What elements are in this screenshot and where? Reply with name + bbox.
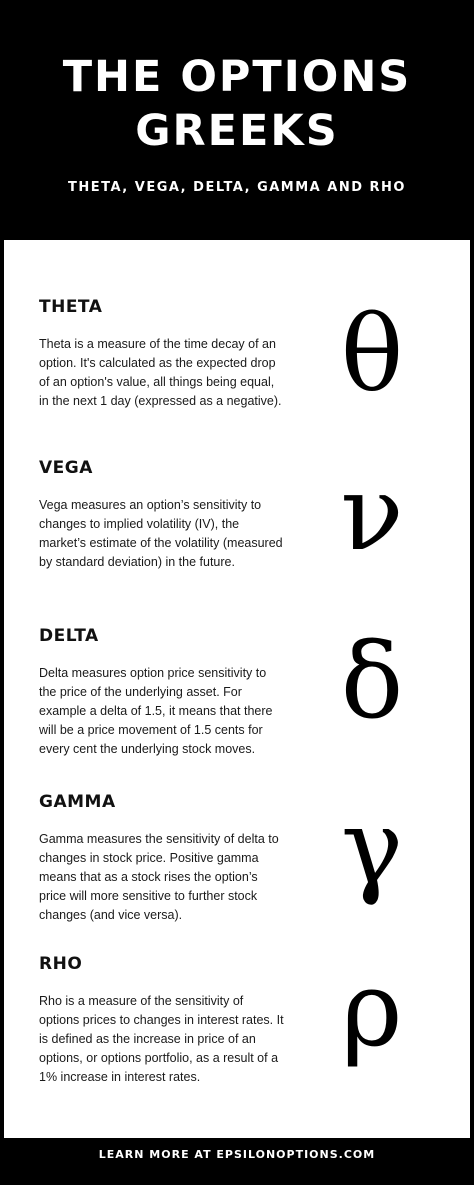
content-panel [4, 240, 470, 1138]
section-title-rho: RHO [39, 954, 83, 974]
section-title-delta: DELTA [39, 626, 99, 646]
page-subtitle: THETA, VEGA, DELTA, GAMMA AND RHO [68, 180, 406, 195]
section-delta [4, 620, 470, 791]
section-rho [4, 948, 470, 1119]
section-body-vega: Vega measures an option’s sensitivity to changes to implied volatility (IV), the market’s estimate of the volatility (measured by standard deviation) in the future. [39, 498, 283, 569]
vega-symbol-icon: ν [340, 452, 404, 574]
delta-symbol-icon: δ [340, 620, 404, 742]
section-title-theta: THETA [39, 297, 103, 317]
section-body-delta: Delta measures option price sensitivity to the price of the underlying asset. For example a delta of 1.5, it means that there will be a price movement of 1.5 cents for every cent the underlying stock moves. [39, 666, 273, 756]
section-body-theta: Theta is a measure of the time decay of an option. It's calculated as the expected drop of an option's value, all things being equal, in the next 1 day (expressed as a negative). [39, 337, 282, 408]
footer-banner [0, 1138, 474, 1185]
page-title [0, 50, 474, 158]
section-vega [4, 452, 470, 623]
section-title-vega: VEGA [39, 458, 93, 478]
theta-symbol-icon: θ [340, 293, 404, 415]
section-theta [4, 293, 470, 462]
gamma-symbol-icon: γ [340, 786, 404, 908]
title-line-2: GREEKS [135, 106, 339, 156]
section-title-gamma: GAMMA [39, 792, 116, 812]
rho-symbol-icon: ρ [341, 948, 403, 1070]
title-line-1: THE OPTIONS [62, 52, 412, 102]
section-body-gamma: Gamma measures the sensitivity of delta to changes in stock price. Positive gamma means that as a stock rises the option’s price will more sensitive to further stock changes (and vice versa). [39, 832, 279, 922]
section-gamma [4, 786, 470, 957]
section-body-rho: Rho is a measure of the sensitivity of options prices to changes in interest rates. It is defined as the increase in price of an options, or options portfolio, as a result of a 1% increase in interest rates. [39, 994, 284, 1084]
learn-more-link[interactable]: LEARN MORE AT EPSILONOPTIONS.COM [98, 1148, 376, 1161]
header-banner [0, 0, 474, 240]
